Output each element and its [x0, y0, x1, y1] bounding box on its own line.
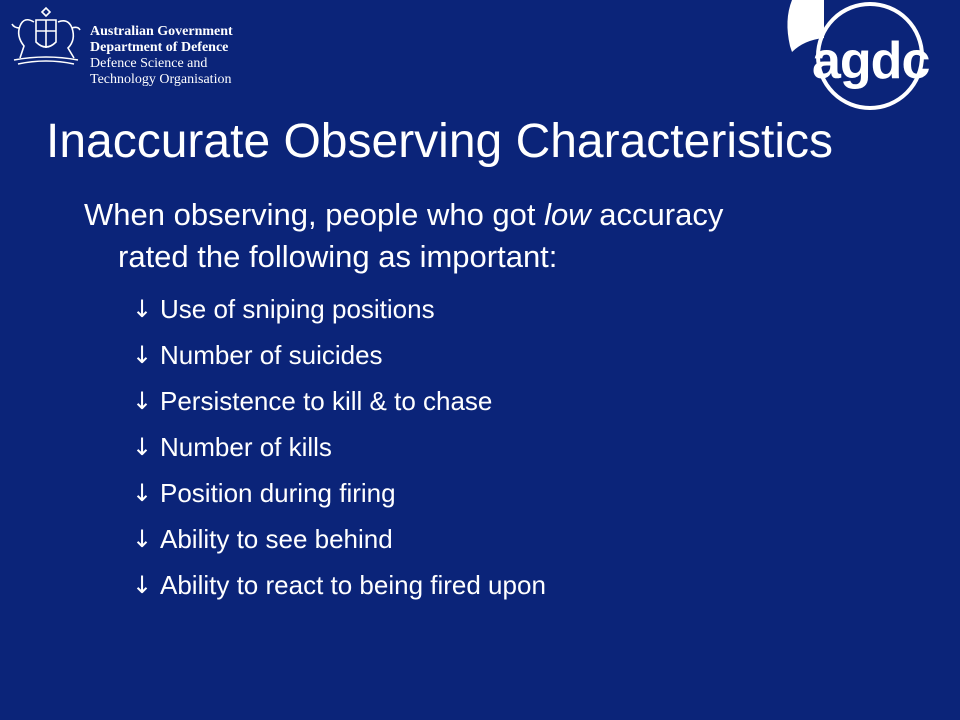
gov-line-dsto-1: Defence Science and	[90, 56, 208, 71]
list-item	[132, 470, 546, 516]
list-item-label: Ability to see behind	[160, 524, 393, 554]
list-item-label: Position during firing	[160, 478, 396, 508]
list-item	[132, 332, 546, 378]
down-arrow-icon: ↓	[132, 571, 153, 599]
intro-emphasis: low	[544, 197, 591, 232]
list-item	[132, 378, 546, 424]
list-item-label: Persistence to kill & to chase	[160, 386, 493, 416]
list-item-label: Use of sniping positions	[160, 294, 435, 324]
gov-line-australian-government: Australian Government	[90, 24, 233, 39]
list-item-label: Ability to react to being fired upon	[160, 570, 546, 600]
list-item	[132, 286, 546, 332]
down-arrow-icon: ↓	[132, 525, 153, 553]
list-item	[132, 516, 546, 562]
characteristics-list	[132, 286, 546, 608]
list-item	[132, 424, 546, 470]
list-item-label: Number of kills	[160, 432, 332, 462]
intro-text-line2: rated the following as important:	[118, 239, 558, 274]
government-identity	[90, 24, 260, 88]
down-arrow-icon: ↓	[132, 433, 153, 461]
agdc-logo-text: agdc	[812, 32, 930, 90]
down-arrow-icon: ↓	[132, 479, 153, 507]
coat-of-arms-icon	[6, 6, 86, 68]
gov-line-department: Department of Defence	[90, 40, 229, 55]
gov-line-dsto-2: Technology Organisation	[90, 72, 232, 87]
list-item	[132, 562, 546, 608]
down-arrow-icon: ↓	[132, 341, 153, 369]
down-arrow-icon: ↓	[132, 295, 153, 323]
intro-text-end: accuracy	[590, 197, 724, 232]
slide-title: Inaccurate Observing Characteristics	[46, 115, 833, 168]
intro-text-start: When observing, people who got	[84, 197, 545, 232]
down-arrow-icon: ↓	[132, 387, 153, 415]
intro-text	[84, 194, 904, 278]
list-item-label: Number of suicides	[160, 340, 383, 370]
